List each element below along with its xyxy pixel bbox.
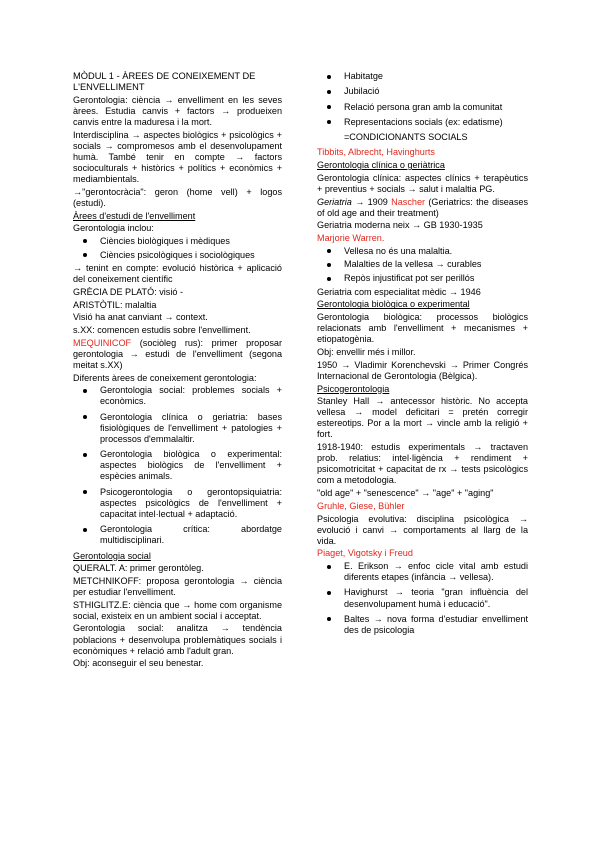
paragraph-geriatria-moderna: Geriatria moderna neix → GB 1930-1935 [317,220,483,231]
paragraph-queralt: QUERALT. A: primer gerontòleg. [73,563,204,574]
list-item: Havighurst → teoria "gran influència del desenvolupament humà i educació". [317,587,528,609]
list-item: Habitatge [317,71,528,82]
heading-clinica: Gerontologia clínica o geriàtrica [317,160,445,171]
list-item: Jubilació [317,86,528,97]
paragraph-diferents: Diferents àrees de coneixement gerontologia: [73,372,257,383]
paragraph-old-age: "old age" + "senescence" → "age" + "aging" [317,488,494,499]
geriatria-year: → 1909 [351,196,392,207]
paragraph-interdisciplina: Interdisciplina → aspectes biològics + psicològics + socials → compromesos amb el desenvolupament humà. També tenir en compte → factors socioculturals + històrics + polítics + econòmics + mediambientals. [73,129,282,185]
list-item: Ciències biològiques i mèdiques [73,236,282,247]
author-warren: Marjorie Warren. [317,233,385,244]
paragraph-sxx: s.XX: comencen estudis sobre l'envelliment. [73,325,251,336]
paragraph-aristotil: ARISTÒTIL: malaltia [73,299,157,310]
warren-list [317,246,528,284]
paragraph-evolutiva: Psicologia evolutiva: disciplina psicològica → evolució i canvi → comportaments al llarg de la vida. [317,513,528,546]
paragraph-especialitat: Geriatria com especialitat mèdic → 1946 [317,286,481,297]
paragraph-obj-millor: Obj: envellir més i millor. [317,347,416,358]
right-column [317,71,528,640]
list-item: Gerontologia clínica o geriatria: bases fisiològiques de l'envelliment + patologies + processos d'emmalaltir. [73,412,282,445]
left-column [73,71,282,671]
heading-psicogerontologia: Psicogerontologia [317,383,390,394]
paragraph-1918: 1918-1940: estudis experimentals → tractaven prob. relatius: intel·ligència + rendiment + psicomotricitat + capacitat de rx → tests psicològics com a metodologia. [317,442,528,486]
condicionants-label: =CONDICIONANTS SOCIALS [344,132,468,143]
paragraph-stanley: Stanley Hall → antecessor històric. No accepta vellesa → model deficitari = pretén corregir estereotips. Por a la mort → vincle amb la religió + fort. [317,396,528,440]
heading-biologica: Gerontologia biològica o experimental [317,299,470,310]
piaget-list [317,561,528,636]
list-item: E. Erikson → enfoc cicle vital amb estudi diferents etapes (infància → vellesa). [317,561,528,583]
arees-list [73,385,282,546]
paragraph-tenint: → tenint en compte: evolució històrica + aplicació del coneixement científic [73,263,282,285]
heading-gerontologia-social: Gerontologia social [73,550,151,561]
list-item: Vellesa no és una malaltia. [317,246,528,257]
inclou-list [73,236,282,261]
mequinicof-text: (sociòleg rus): primer proposar gerontologia → estudi de l'envelliment (segona meitat s.XX) [73,337,282,370]
paragraph-gerontologia-social: Gerontologia social: analitza → tendència poblacions + desenvolupa problemàtiques socials i econòmiques + relació amb l'adult gran. [73,623,282,656]
author-nascher: Nascher [391,196,426,207]
paragraph-geriatria [317,197,528,219]
paragraph-stiglitz: STHIGLITZ.E: ciència que → home com organisme social, existeix en un ambient social i acceptat. [73,599,282,621]
paragraph-biologica: Gerontologia biològica: processos biològics relacionats amb l'envelliment + mecanismes + etiopatogènia. [317,312,528,345]
heading-arees-estudi: Àrees d'estudi de l'envelliment [73,210,196,221]
paragraph-gerontocracia: →"gerontocràcia": geron (home vell) + logos (estudi). [73,186,282,208]
list-item: Baltes → nova forma d'estudiar envelliment des de psicologia [317,614,528,636]
list-item: Malalties de la vellesa → curables [317,259,528,270]
paragraph-objectiu: Obj: aconseguir el seu benestar. [73,658,204,669]
authors-gruhle: Gruhle, Giese, Bühler [317,500,405,511]
paragraph-metchnikoff: METCHNIKOFF: proposa gerontologia → ciència per estudiar l'envelliment. [73,575,282,597]
module-title: MÒDUL 1 - ÀREES DE CONEIXEMENT DE L'ENVELLIMENT [73,71,256,93]
list-item: Psicogerontologia o gerontopsiquiatria: aspectes psicològics de l'envelliment + capacitat intel·lectual + adaptació. [73,487,282,520]
list-item: Repòs injustificat pot ser perillós [317,273,528,284]
list-item: Gerontologia social: problemes socials + econòmics. [73,385,282,407]
author-mequinicof: MEQUINICOF [73,337,132,348]
paragraph-clinica: Gerontologia clínica: aspectes clínics + terapèutics + preventius + socials → salut i malaltia PG. [317,172,528,194]
paragraph-grecia: GRÈCIA DE PLATÓ: visió - [73,287,183,298]
list-item: Gerontologia crítica: abordatge multidisciplinari. [73,524,282,546]
geriatria-text: (Geriatrics: the diseases of old age and their treatment) [317,196,529,218]
list-item: Relació persona gran amb la comunitat [317,102,528,113]
geriatria-label: Geriatria [317,196,352,207]
condicionants-list [317,71,528,143]
list-item: Representacions socials (ex: edatisme) [317,117,528,128]
authors-piaget: Piaget, Vigotsky i Freud [317,548,413,559]
authors-tibbits: Tibbits, Albrecht, Havinghurts [317,147,435,158]
paragraph-mequinicof [73,338,282,371]
list-item: Ciències psicològiques i sociològiques [73,250,282,261]
paragraph-1950: 1950 → Vladimir Korenchevski → Primer Congrés Internacional de Gerontologia (Bèlgica). [317,359,528,381]
list-item: Gerontologia biològica o experimental: aspectes biològics de l'envelliment + espècies animals. [73,449,282,482]
paragraph-gerontologia: Gerontologia: ciència → envelliment en les seves àrees. Estudia canvis + factors → produeixen canvis entre la maduresa i la mort. [73,94,282,127]
paragraph-inclou: Gerontologia inclou: [73,223,154,234]
paragraph-visio: Visió ha anat canviant → context. [73,312,208,323]
